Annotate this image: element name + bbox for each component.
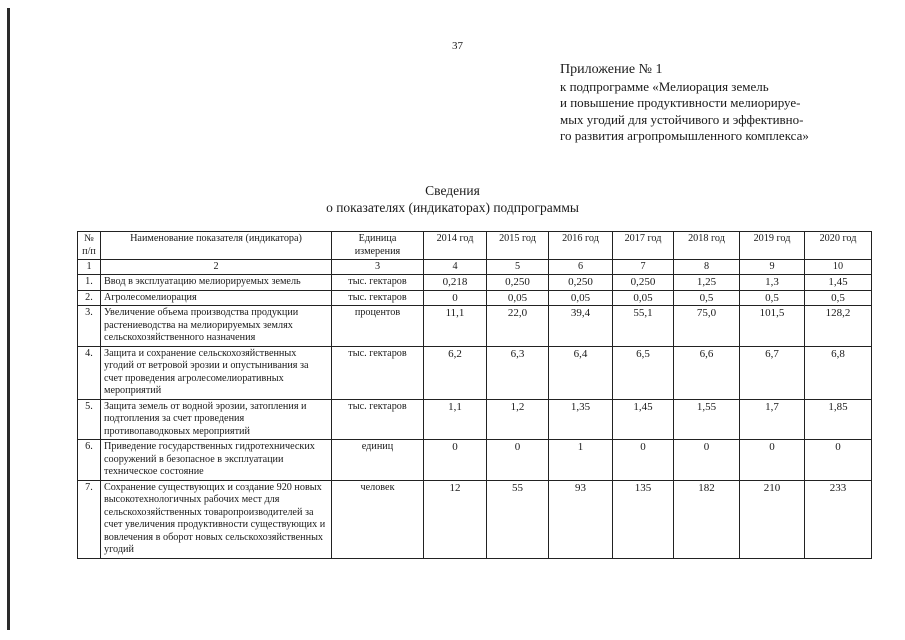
title-line: Сведения [425, 183, 480, 198]
value-cell: 39,4 [549, 306, 613, 347]
column-number: 2 [101, 260, 332, 275]
header-cell-year: 2014 год [424, 232, 487, 260]
table-row [78, 346, 872, 399]
value-cell: 233 [805, 480, 872, 558]
indicators-table [77, 231, 872, 559]
value-cell: 6,3 [487, 346, 549, 399]
table-row [78, 275, 872, 291]
header-cell-num: № п/п [78, 232, 101, 260]
value-cell: 0 [613, 440, 674, 481]
value-cell: 6,5 [613, 346, 674, 399]
value-cell: 0,5 [805, 290, 872, 306]
indicator-name-cell: Защита земель от водной эрозии, затопления и подтопления за счет проведения противопаводковых мероприятий [101, 399, 332, 440]
header-cell-year: 2015 год [487, 232, 549, 260]
value-cell: 75,0 [674, 306, 740, 347]
value-cell: 0 [424, 440, 487, 481]
value-cell: 0 [805, 440, 872, 481]
value-cell: 22,0 [487, 306, 549, 347]
value-cell: 0,5 [740, 290, 805, 306]
table-row [78, 306, 872, 347]
value-cell: 1,3 [740, 275, 805, 291]
value-cell: 1 [549, 440, 613, 481]
value-cell: 128,2 [805, 306, 872, 347]
indicator-name-cell: Приведение государственных гидротехнических сооружений в безопасное в эксплуатации техническое состояние [101, 440, 332, 481]
unit-cell: тыс. гектаров [332, 399, 424, 440]
unit-cell: единиц [332, 440, 424, 481]
column-number: 6 [549, 260, 613, 275]
value-cell: 182 [674, 480, 740, 558]
row-number-cell: 1. [78, 275, 101, 291]
value-cell: 1,35 [549, 399, 613, 440]
value-cell: 1,1 [424, 399, 487, 440]
appendix-header [560, 62, 809, 145]
value-cell: 1,45 [805, 275, 872, 291]
appendix-line: мых угодий для устойчивого и эффективно- [560, 111, 804, 127]
table-row [78, 480, 872, 558]
value-cell: 210 [740, 480, 805, 558]
value-cell: 6,4 [549, 346, 613, 399]
table-row [78, 290, 872, 306]
indicator-name-cell: Сохранение существующих и создание 920 новых высокотехнологичных рабочих мест для сельскохозяйственных товаропроизводителей за счет увеличения продуктивности существующих и вовлечения в оборот новых сельскохозяйственных угодий [101, 480, 332, 558]
value-cell: 0 [424, 290, 487, 306]
value-cell: 0,05 [487, 290, 549, 306]
value-cell: 0,5 [674, 290, 740, 306]
unit-cell: тыс. гектаров [332, 275, 424, 291]
value-cell: 1,7 [740, 399, 805, 440]
row-number-cell: 6. [78, 440, 101, 481]
appendix-line: и повышение продуктивности мелиорируе- [560, 95, 801, 110]
value-cell: 12 [424, 480, 487, 558]
unit-cell: тыс. гектаров [332, 346, 424, 399]
value-cell: 93 [549, 480, 613, 558]
header-cell-year: 2016 год [549, 232, 613, 260]
column-number: 1 [78, 260, 101, 275]
page-number: 37 [452, 40, 463, 52]
header-cell-name: Наименование показателя (индикатора) [101, 232, 332, 260]
column-number: 8 [674, 260, 740, 275]
row-number-cell: 5. [78, 399, 101, 440]
value-cell: 0 [740, 440, 805, 481]
column-number: 7 [613, 260, 674, 275]
column-number: 9 [740, 260, 805, 275]
value-cell: 0,05 [549, 290, 613, 306]
column-number-row [78, 260, 872, 275]
column-number: 3 [332, 260, 424, 275]
document-title [0, 182, 905, 216]
appendix-line: го развития агропромышленного комплекса» [560, 128, 809, 143]
value-cell: 0,250 [549, 275, 613, 291]
value-cell: 1,25 [674, 275, 740, 291]
value-cell: 0,250 [613, 275, 674, 291]
value-cell: 1,45 [613, 399, 674, 440]
value-cell: 1,85 [805, 399, 872, 440]
appendix-line: Приложение № 1 [560, 62, 663, 77]
value-cell: 0,250 [487, 275, 549, 291]
value-cell: 1,2 [487, 399, 549, 440]
value-cell: 6,7 [740, 346, 805, 399]
column-number: 4 [424, 260, 487, 275]
value-cell: 1,55 [674, 399, 740, 440]
indicator-name-cell: Агролесомелиорация [101, 290, 332, 306]
value-cell: 55,1 [613, 306, 674, 347]
value-cell: 6,8 [805, 346, 872, 399]
value-cell: 11,1 [424, 306, 487, 347]
row-number-cell: 4. [78, 346, 101, 399]
unit-cell: тыс. гектаров [332, 290, 424, 306]
column-number: 5 [487, 260, 549, 275]
value-cell: 135 [613, 480, 674, 558]
header-cell-year: 2017 год [613, 232, 674, 260]
subtitle-line: о показателях (индикаторах) подпрограммы [326, 200, 579, 215]
unit-cell: человек [332, 480, 424, 558]
header-row [78, 232, 872, 260]
value-cell: 0,218 [424, 275, 487, 291]
column-number: 10 [805, 260, 872, 275]
table-row [78, 399, 872, 440]
unit-cell: процентов [332, 306, 424, 347]
indicator-name-cell: Увеличение объема производства продукции растениеводства на мелиорируемых землях сельскохозяйственного назначения [101, 306, 332, 347]
header-cell-year: 2020 год [805, 232, 872, 260]
indicator-name-cell: Ввод в эксплуатацию мелиорируемых земель [101, 275, 332, 291]
row-number-cell: 7. [78, 480, 101, 558]
header-cell-unit: Единица измерения [332, 232, 424, 260]
value-cell: 0,05 [613, 290, 674, 306]
value-cell: 0 [487, 440, 549, 481]
header-cell-year: 2018 год [674, 232, 740, 260]
value-cell: 0 [674, 440, 740, 481]
value-cell: 6,2 [424, 346, 487, 399]
indicator-name-cell: Защита и сохранение сельскохозяйственных угодий от ветровой эрозии и опустынивания за счет проведения агролесомелиоративных мероприятий [101, 346, 332, 399]
row-number-cell: 3. [78, 306, 101, 347]
value-cell: 101,5 [740, 306, 805, 347]
appendix-line: к подпрограмме «Мелиорация земель [560, 78, 769, 94]
row-number-cell: 2. [78, 290, 101, 306]
value-cell: 55 [487, 480, 549, 558]
table-row [78, 440, 872, 481]
scan-edge-line [7, 8, 10, 630]
header-cell-year: 2019 год [740, 232, 805, 260]
value-cell: 6,6 [674, 346, 740, 399]
